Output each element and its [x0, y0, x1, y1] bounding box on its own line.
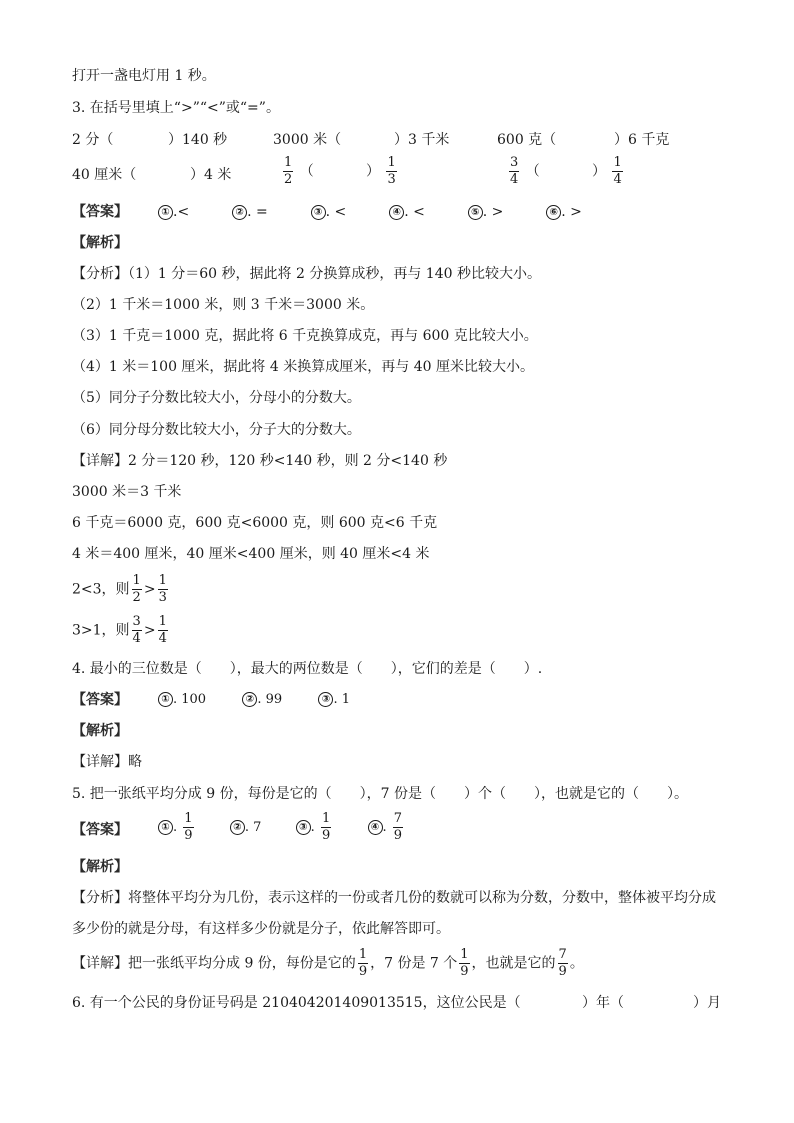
analysis-line: 【分析】（1）1 分＝60 秒，据此将 2 分换算成秒，再与 140 秒比较大小。 [72, 266, 541, 282]
question-6-year: ）年（ [582, 995, 624, 1011]
detail-line: 【详解】略 [72, 754, 142, 770]
q3-item-6-left: $\frac{3}{4}$ （ [510, 155, 540, 187]
fraction-1-9: $\frac{1}{9}$ [460, 947, 469, 979]
analysis-line: （4）1 米＝100 厘米，据此将 4 米换算成厘米，再与 40 厘米比较大小。 [72, 359, 534, 375]
q3-item-4-right: ）4 米 [190, 167, 232, 183]
fraction-7-9: $\frac{7}{9}$ [393, 811, 403, 843]
q3-item-5-right: ） $\frac{1}{3}$ [366, 155, 396, 187]
fraction-1-9: $\frac{1}{9}$ [358, 947, 368, 979]
detail-line: 【详解】2 分＝120 秒，120 秒<140 秒，则 2 分<140 秒 [72, 453, 448, 469]
question-6-title: 6. 有一个公民的身份证号码是 210404201409013515，这位公民是（ [72, 995, 521, 1011]
q3-item-5-left: $\frac{1}{2}$ （ [284, 155, 314, 187]
fraction-1-2: $\frac{1}{2}$ [284, 155, 293, 187]
q3-item-6-right: ） $\frac{1}{4}$ [592, 155, 622, 187]
q5-answers: ① . $\frac{1}{9}$ ② . 7 ③ . $\frac{1}{9}$ ④ . $\frac{7}{9}$ [158, 812, 405, 843]
q3-item-3-right: ）6 千克 [614, 132, 670, 148]
q3-item-2-right: ）3 千米 [394, 132, 450, 148]
analysis-line: （6）同分母分数比较大小，分子大的分数大。 [72, 422, 361, 438]
analysis-line: 【分析】将整体平均分为几份，表示这样的一份或者几份的数就可以称为分数，分数中，整体被平均分成 [72, 890, 716, 906]
fraction-1-3: $\frac{1}{3}$ [387, 155, 396, 187]
q4-answers: ① . 100 ② . 99 ③ . 1 [158, 690, 350, 710]
q3-item-1-right: ）140 秒 [168, 132, 228, 148]
detail-fraction-line: 2<3，则 $\frac{1}{2}$ > $\frac{1}{3}$ [72, 573, 167, 605]
question-5-title: 5. 把一张纸平均分成 9 份，每份是它的（ ），7 份是（ ）个（ ），也就是它的（ ）。 [72, 786, 688, 802]
analysis-line: （3）1 千克＝1000 克，据此将 6 千克换算成克，再与 600 克比较大小。 [72, 328, 538, 344]
question-3-title: 3. 在括号里填上“>”“<”或“=”。 [72, 100, 280, 116]
q3-item-4-left: 40 厘米（ [72, 167, 137, 183]
text-line: 打开一盏电灯用 1 秒。 [72, 68, 216, 84]
q3-item-3-left: 600 克（ [497, 132, 557, 148]
fraction-1-9: $\frac{1}{9}$ [184, 811, 193, 843]
fraction-7-9: $\frac{7}{9}$ [558, 947, 567, 979]
detail-line: 6 千克＝6000 克，600 克<6000 克，则 600 克<6 千克 [72, 515, 438, 531]
detail-line: 4 米＝400 厘米，40 厘米<400 厘米，则 40 厘米<4 米 [72, 546, 430, 562]
q3-item-1-left: 2 分（ [72, 132, 114, 148]
detail-line: 3000 米＝3 千米 [72, 484, 182, 500]
question-4-title: 4. 最小的三位数是（ ），最大的两位数是（ ），它们的差是（ ）. [72, 661, 543, 677]
q3-answers: ① .< ② . = ③ . < ④ . < ⑤ . > ⑥ . > [158, 202, 582, 222]
answer-label: 【答案】 [72, 204, 128, 220]
q3-item-2-left: 3000 米（ [273, 132, 342, 148]
fraction-1-9: $\frac{1}{9}$ [321, 811, 331, 843]
detail-fraction-line: 3>1，则 $\frac{3}{4}$ > $\frac{1}{4}$ [72, 614, 167, 646]
question-6-month: ）月 [693, 995, 721, 1011]
analysis-line: 多少份的就是分母，有这样多少份就是分子，依此解答即可。 [72, 921, 450, 937]
fraction-1-4: $\frac{1}{4}$ [158, 614, 167, 646]
analysis-line: （5）同分子分数比较大小，分母小的分数大。 [72, 390, 361, 406]
fraction-1-2: $\frac{1}{2}$ [132, 573, 141, 605]
analysis-label: 【解析】 [72, 859, 128, 875]
analysis-label: 【解析】 [72, 235, 128, 251]
fraction-3-4: $\frac{3}{4}$ [510, 155, 519, 187]
fraction-3-4: $\frac{3}{4}$ [132, 614, 141, 646]
fraction-1-3: $\frac{1}{3}$ [158, 573, 167, 605]
answer-label: 【答案】 [72, 822, 128, 838]
analysis-label: 【解析】 [72, 723, 128, 739]
detail-line: 【详解】把一张纸平均分成 9 份，每份是它的 $\frac{1}{9}$ ，7 份是 7 个 $\frac{1}{9}$ ，也就是它的 $\frac{7}{9}$ 。 [72, 947, 584, 979]
analysis-line: （2）1 千米＝1000 米，则 3 千米＝3000 米。 [72, 297, 375, 313]
fraction-1-4: $\frac{1}{4}$ [613, 155, 622, 187]
answer-label: 【答案】 [72, 692, 128, 708]
